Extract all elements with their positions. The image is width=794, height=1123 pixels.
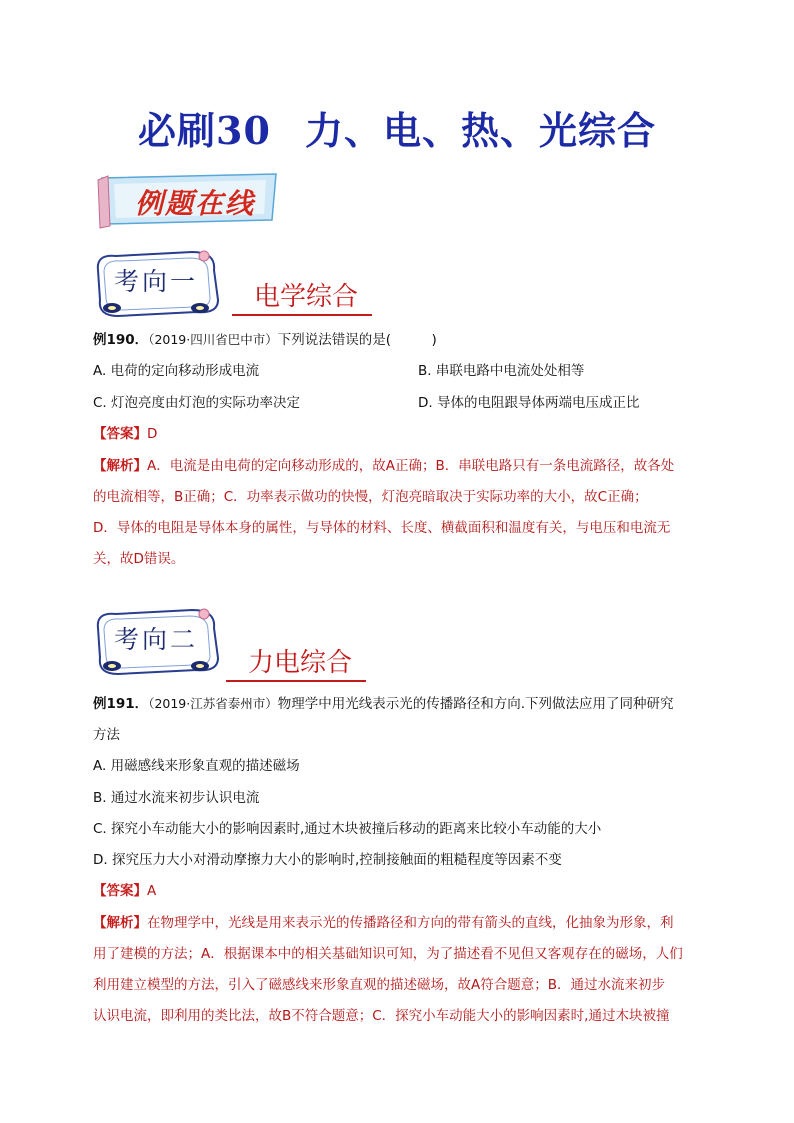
banner-text: 例题在线 <box>134 187 255 220</box>
analysis-190-line: D．导体的电阻是导体本身的属性，与导体的材料、长度、横截面积和温度有关，与电压和电流无 <box>93 520 671 536</box>
analysis-190-line: 关，故D错误。 <box>93 551 185 567</box>
analysis-text: 在物理学中，光线是用来表示光的传播路径和方向的带有箭头的直线，化抽象为形象，利 <box>147 915 674 931</box>
question-191-stem <box>93 694 674 714</box>
question-source: （2019·四川省巴中市） <box>148 332 278 347</box>
badge-label: 考向一 <box>113 267 198 296</box>
section-topic-2: 力电综合 <box>226 646 366 682</box>
question-label: 例191． <box>93 696 149 712</box>
question-label: 例190． <box>93 332 149 348</box>
answer-191 <box>93 881 156 901</box>
option-b: B. 串联电路中电流处处相等 <box>418 363 585 379</box>
option-c: C. 灯泡亮度由灯泡的实际功率决定 <box>93 395 301 411</box>
question-190-stem <box>93 330 437 350</box>
title-text: 力、电、热、光综合 <box>304 108 656 153</box>
question-text: 物理学中用光线表示光的传播路径和方向.下列做法应用了同种研究 <box>277 696 674 712</box>
option-c: C. 探究小车动能大小的影响因素时,通过木块被撞后移动的距离来比较小车动能的大小 <box>93 821 602 837</box>
analysis-tag: 【解析】 <box>93 458 147 474</box>
section-badge-1 <box>92 248 222 320</box>
analysis-tag: 【解析】 <box>93 915 147 931</box>
answer-tag: 【答案】 <box>93 883 147 899</box>
analysis-text: A．电流是由电荷的定向移动形成的，故A正确；B．串联电路只有一条电流路径，故各处 <box>147 458 675 474</box>
analysis-191-line: 用了建模的方法；A．根据课本中的相关基础知识可知，为了描述看不见但又客观存在的磁场，人们 <box>93 946 683 962</box>
example-banner <box>96 170 282 230</box>
answer-tag: 【答案】 <box>93 426 147 442</box>
section-badge-2 <box>92 606 222 678</box>
analysis-191-line: 认识电流，即利用的类比法，故B不符合题意；C．探究小车动能大小的影响因素时,通过木块被撞 <box>93 1008 670 1024</box>
question-text: 下列说法错误的是( ) <box>277 332 437 348</box>
option-b: B. 通过水流来初步认识电流 <box>93 790 260 806</box>
analysis-191-line <box>93 913 674 933</box>
answer-value: D <box>147 426 158 442</box>
option-a: A. 电荷的定向移动形成电流 <box>93 363 260 379</box>
option-a: A. 用磁感线来形象直观的描述磁场 <box>93 758 300 774</box>
badge-label: 考向二 <box>113 625 198 654</box>
page-title <box>0 100 794 155</box>
question-source: （2019·江苏省泰州市） <box>148 696 278 711</box>
option-d: D. 探究压力大小对滑动摩擦力大小的影响时,控制接触面的粗糙程度等因素不变 <box>93 852 562 868</box>
section-topic-1: 电学综合 <box>232 280 372 316</box>
answer-190 <box>93 424 157 444</box>
answer-value: A <box>147 883 157 899</box>
question-191-stem-cont: 方法 <box>93 727 120 743</box>
title-number: 必刷30 <box>138 108 271 153</box>
analysis-191-line: 利用建立模型的方法，引入了磁感线来形象直观的描述磁场，故A符合题意；B．通过水流来初步 <box>93 977 665 993</box>
analysis-190-line: 的电流相等，B正确；C．功率表示做功的快慢，灯泡亮暗取决于实际功率的大小，故C正确； <box>93 489 648 505</box>
analysis-190-line <box>93 456 674 476</box>
option-d: D. 导体的电阻跟导体两端电压成正比 <box>418 395 640 411</box>
